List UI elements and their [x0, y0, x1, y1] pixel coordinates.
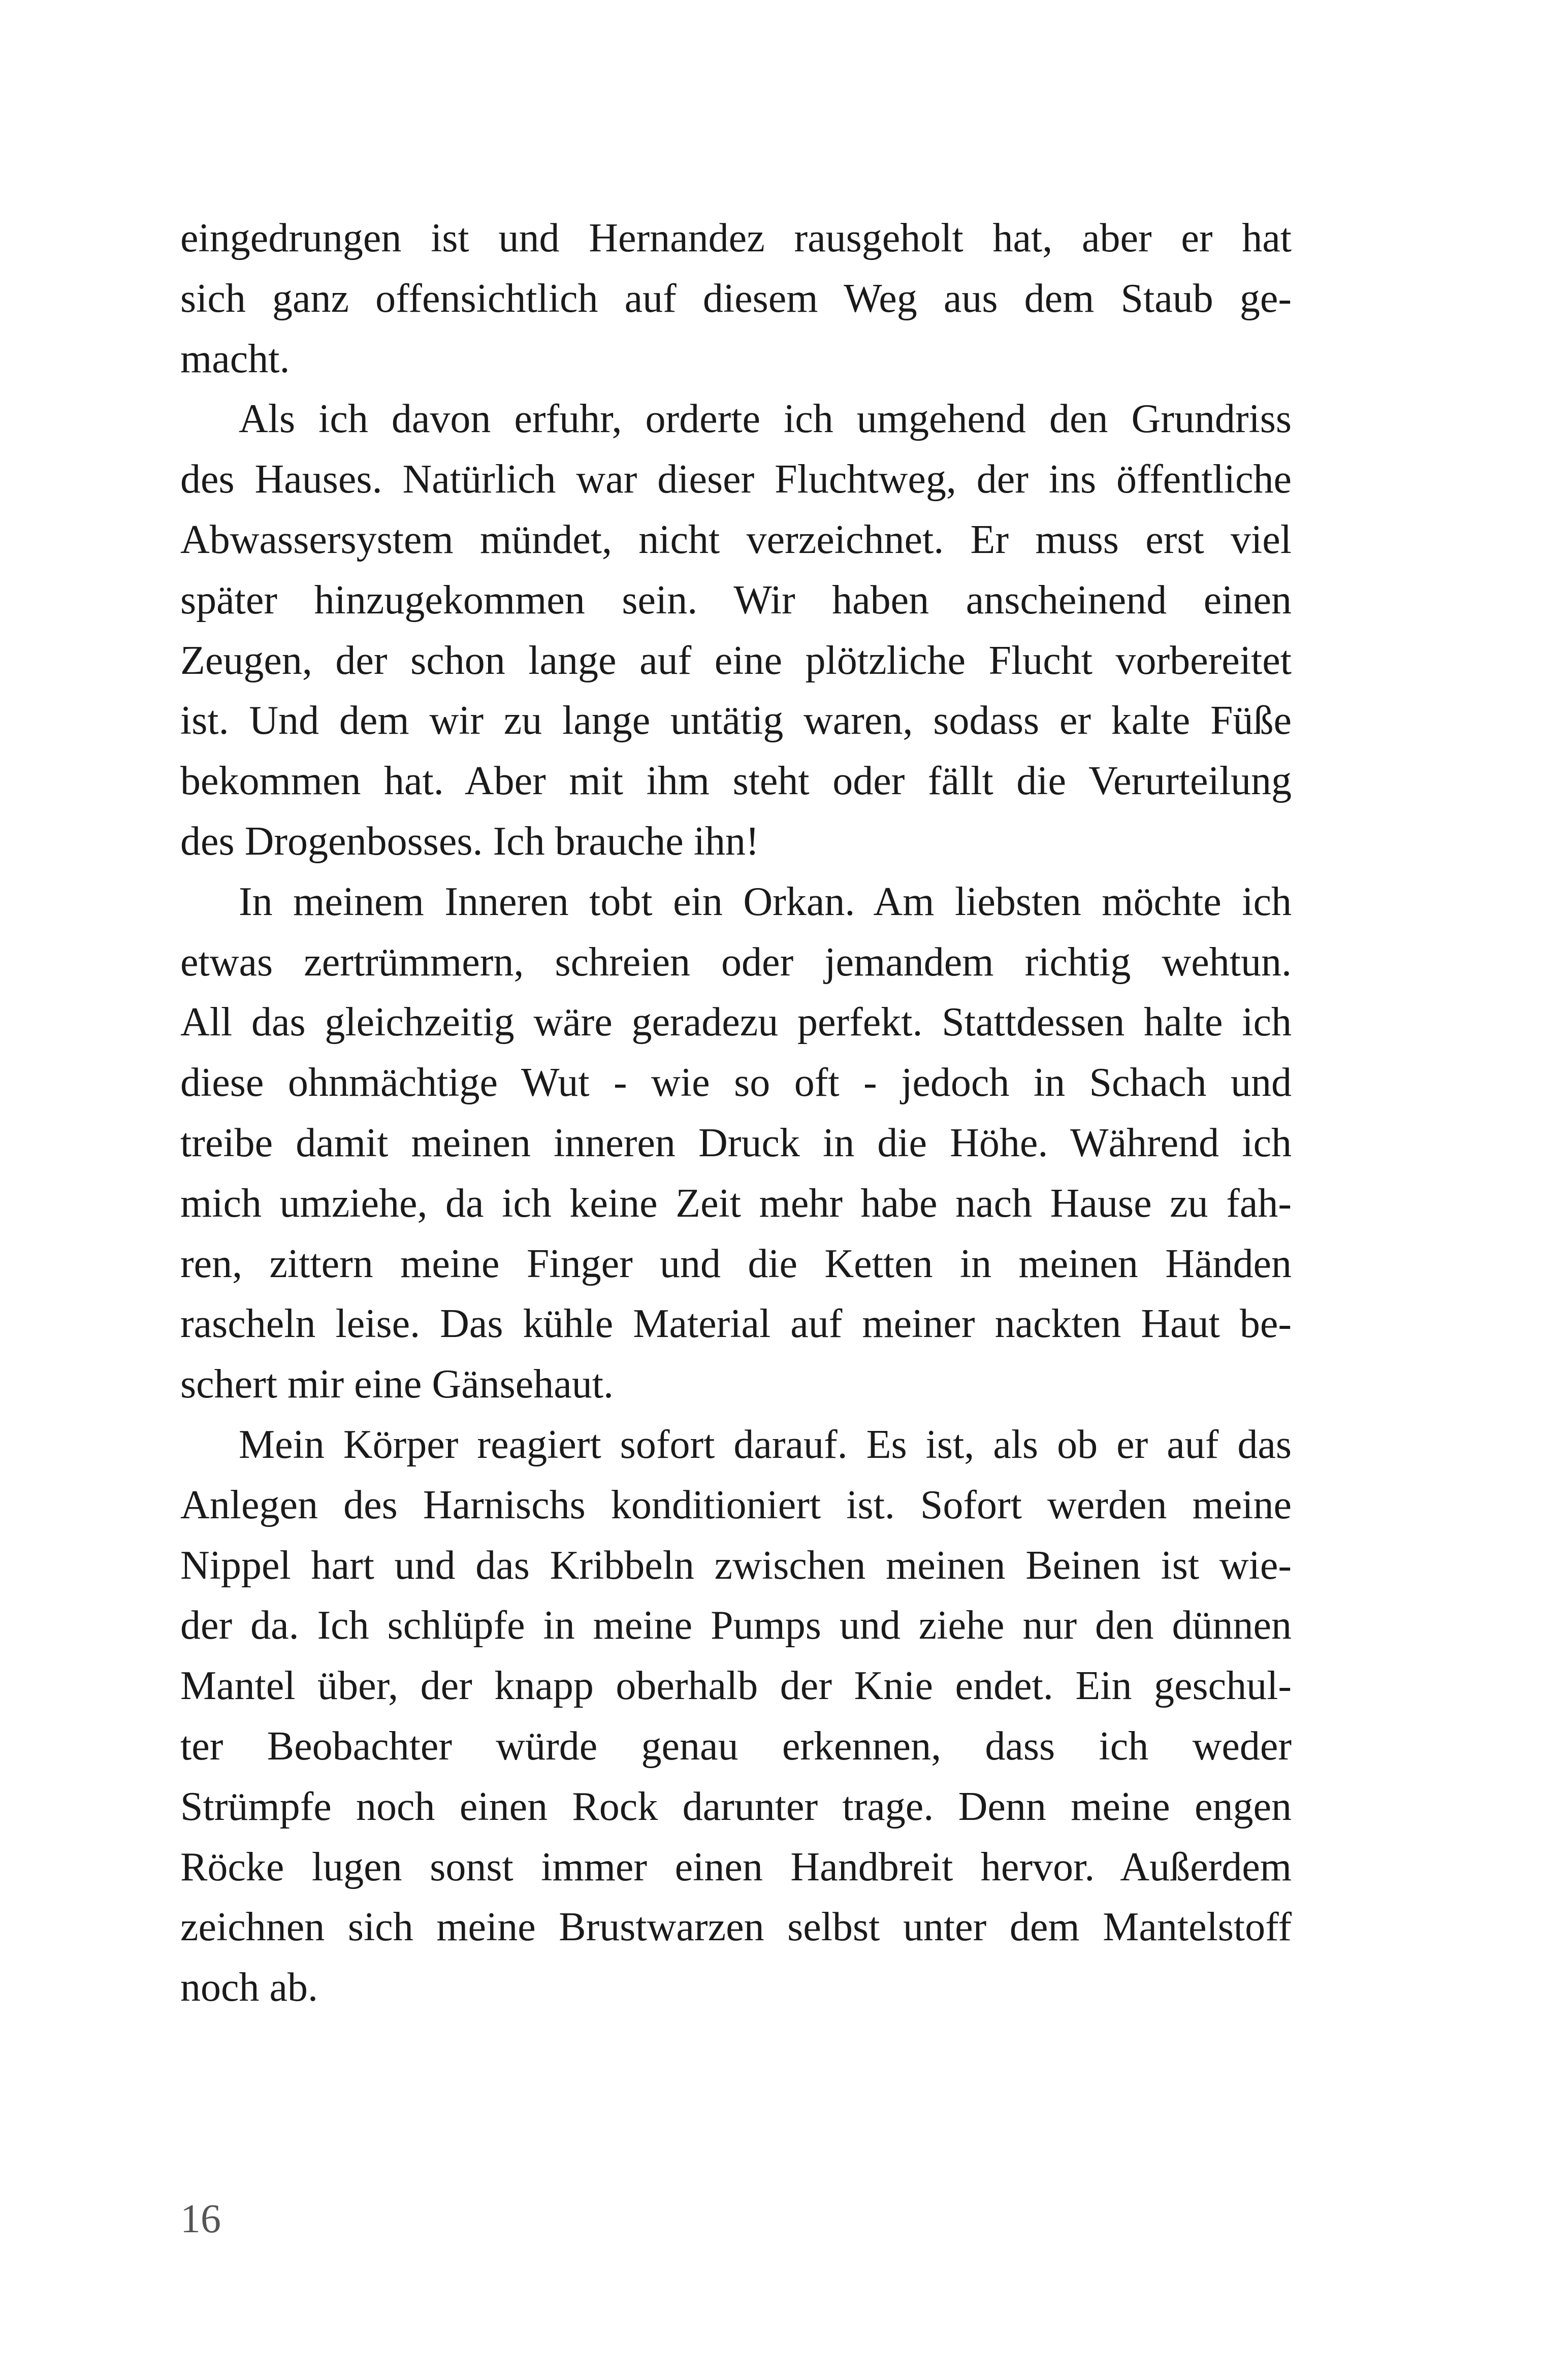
text-line: ren, zittern meine Finger und die Ketten in meinen Händen: [180, 1241, 1292, 1286]
page-number: 16: [180, 2197, 221, 2241]
text-line: Mein Körper reagiert sofort darauf. Es ist, als ob er auf das: [239, 1422, 1292, 1467]
text-line: ter Beobachter würde genau erkennen, dass ich weder: [180, 1723, 1292, 1769]
text-line: noch ab.: [180, 1965, 318, 2010]
text-line: des Hauses. Natürlich war dieser Fluchtweg, der ins öffentliche: [180, 457, 1292, 502]
text-line: Mantel über, der knapp oberhalb der Knie endet. Ein geschul-: [180, 1664, 1292, 1709]
text-line: etwas zertrümmern, schreien oder jemandem richtig wehtun.: [180, 939, 1292, 985]
text-line: rascheln leise. Das kühle Material auf meiner nackten Haut be-: [180, 1301, 1292, 1347]
text-line: der da. Ich schlüpfe in meine Pumps und ziehe nur den dünnen: [180, 1603, 1292, 1648]
text-line: eingedrungen ist und Hernandez rausgeholt hat, aber er hat: [180, 216, 1292, 260]
text-line: treibe damit meinen inneren Druck in die Höhe. Während ich: [180, 1120, 1292, 1165]
text-line: Anlegen des Harnischs konditioniert ist. Sofort werden meine: [180, 1482, 1292, 1527]
text-line: bekommen hat. Aber mit ihm steht oder fällt die Verurteilung: [180, 759, 1292, 804]
text-line: Als ich davon erfuhr, orderte ich umgehend den Grundriss: [239, 397, 1292, 442]
text-line: schert mir eine Gänsehaut.: [180, 1362, 614, 1407]
text-line: Abwassersystem mündet, nicht verzeichnet. Er muss erst viel: [180, 517, 1292, 562]
text-line: zeichnen sich meine Brustwarzen selbst unter dem Mantelstoff: [180, 1905, 1292, 1950]
text-line: All das gleichzeitig wäre geradezu perfekt. Stattdessen halte ich: [180, 1000, 1292, 1045]
text-line: Röcke lugen sonst immer einen Handbreit hervor. Außerdem: [180, 1844, 1292, 1889]
text-line: ist. Und dem wir zu lange untätig waren, sodass er kalte Füße: [180, 698, 1292, 743]
text-line: Strümpfe noch einen Rock darunter trage. Denn meine engen: [180, 1784, 1292, 1829]
text-line: Nippel hart und das Kribbeln zwischen meinen Beinen ist wie-: [180, 1543, 1292, 1588]
text-line: mich umziehe, da ich keine Zeit mehr habe nach Hause zu fah-: [180, 1181, 1292, 1226]
text-line: In meinem Inneren tobt ein Orkan. Am liebsten möchte ich: [239, 879, 1292, 924]
text-line: Zeugen, der schon lange auf eine plötzliche Flucht vorbereitet: [180, 638, 1292, 683]
text-line: später hinzugekommen sein. Wir haben anscheinend einen: [180, 577, 1292, 623]
text-line: macht.: [180, 336, 290, 381]
text-line: diese ohnmächtige Wut - wie so oft - jedoch in Schach und: [180, 1060, 1292, 1105]
text-line: sich ganz offensichtlich auf diesem Weg aus dem Staub ge-: [180, 276, 1292, 321]
body-text: [180, 208, 1292, 2018]
text-line: des Drogenbosses. Ich brauche ihn!: [180, 819, 759, 864]
